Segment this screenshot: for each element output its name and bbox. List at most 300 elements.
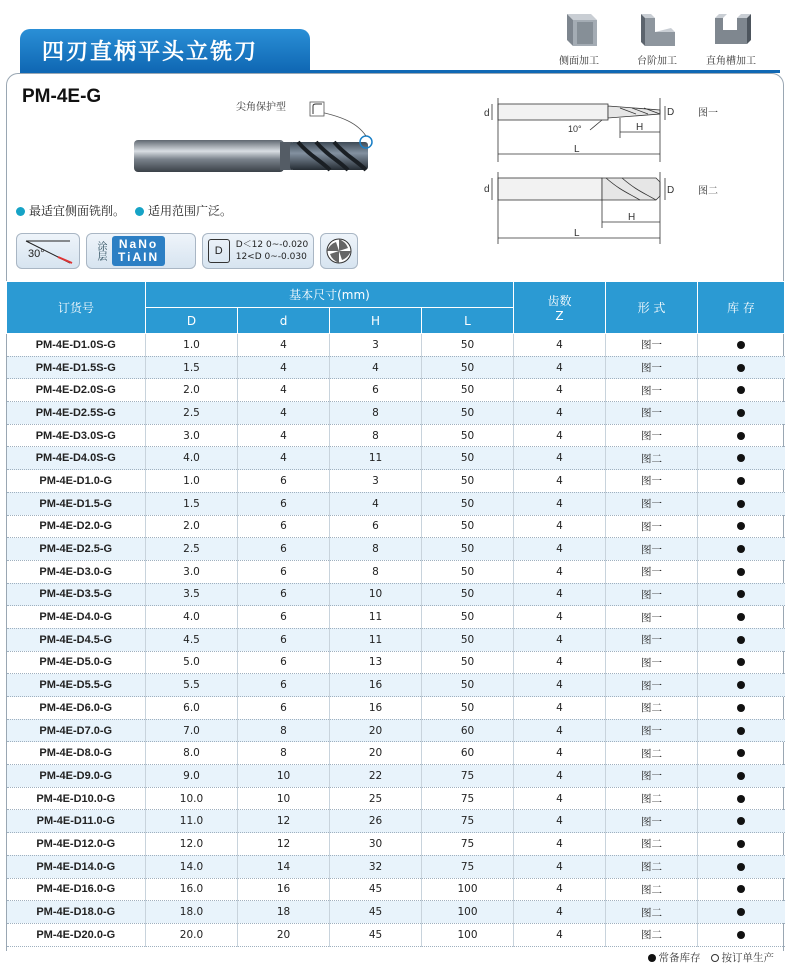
table-cell: 100 — [422, 923, 514, 946]
header-d: d — [238, 308, 330, 334]
table-cell: 图一 — [606, 356, 698, 379]
table-cell: 10.0 — [146, 787, 238, 810]
table-cell: 4.0 — [146, 606, 238, 629]
svg-text:H: H — [628, 212, 636, 223]
stock-dot-icon — [737, 931, 745, 939]
table-row — [7, 515, 785, 538]
table-cell: 50 — [422, 674, 514, 697]
table-cell: 11 — [330, 447, 422, 470]
svg-text:D: D — [667, 185, 675, 196]
svg-text:d: d — [484, 108, 490, 119]
table-cell: 4.0 — [146, 447, 238, 470]
stock-cell — [698, 878, 785, 901]
process-step-label: 台阶加工 — [637, 56, 677, 67]
diameter-icon: D — [208, 239, 230, 263]
table-cell: 2.0 — [146, 379, 238, 402]
svg-text:H: H — [636, 122, 644, 133]
feature-list — [16, 202, 232, 219]
table-cell: 50 — [422, 651, 514, 674]
table-cell: 100 — [422, 901, 514, 924]
table-cell: 26 — [330, 810, 422, 833]
stock-dot-icon — [737, 364, 745, 372]
tip-protection-label: 尖角保护型 — [236, 102, 286, 113]
table-cell: 4 — [238, 402, 330, 425]
filled-dot-icon — [648, 954, 656, 962]
table-cell: 50 — [422, 538, 514, 561]
table-cell: 20 — [330, 719, 422, 742]
stock-dot-icon — [737, 658, 745, 666]
stock-cell — [698, 402, 785, 425]
table-cell: 10 — [330, 583, 422, 606]
table-cell: 6 — [238, 583, 330, 606]
svg-text:L: L — [574, 144, 580, 155]
table-cell: 图一 — [606, 402, 698, 425]
stock-dot-icon — [737, 885, 745, 893]
table-cell: 1.0 — [146, 334, 238, 357]
stock-dot-icon — [737, 772, 745, 780]
table-cell: 图一 — [606, 424, 698, 447]
stock-cell — [698, 424, 785, 447]
table-cell: 50 — [422, 470, 514, 493]
table-cell: 8 — [238, 742, 330, 765]
header-teeth: 齿数 Z — [514, 282, 606, 334]
stock-cell — [698, 492, 785, 515]
table-cell: 50 — [422, 447, 514, 470]
order-code-cell: PM-4E-D16.0-G — [7, 878, 146, 901]
stock-cell — [698, 651, 785, 674]
table-cell: 4 — [514, 810, 606, 833]
table-cell: 6.0 — [146, 697, 238, 720]
table-cell: 12 — [238, 833, 330, 856]
order-code-cell: PM-4E-D4.5-G — [7, 628, 146, 651]
table-cell: 11.0 — [146, 810, 238, 833]
helix-angle-badge — [16, 233, 80, 269]
table-row — [7, 470, 785, 493]
table-cell: 8.0 — [146, 742, 238, 765]
feature-item: 最适宜侧面铣削。 — [16, 202, 125, 219]
table-cell: 6 — [238, 560, 330, 583]
stock-dot-icon — [737, 545, 745, 553]
stock-dot-icon — [737, 908, 745, 916]
svg-text:30°: 30° — [28, 248, 45, 260]
header-stock: 库 存 — [698, 282, 785, 334]
stock-dot-icon — [737, 409, 745, 417]
table-cell: 图二 — [606, 697, 698, 720]
spec-badges — [16, 233, 358, 269]
table-row — [7, 492, 785, 515]
table-cell: 75 — [422, 855, 514, 878]
order-code-cell: PM-4E-D10.0-G — [7, 787, 146, 810]
table-cell: 图一 — [606, 560, 698, 583]
four-flute-icon — [324, 236, 354, 266]
table-cell: 6 — [330, 515, 422, 538]
feature-item: 适用范围广泛。 — [135, 202, 232, 219]
table-cell: 图一 — [606, 810, 698, 833]
order-code-cell: PM-4E-D5.0-G — [7, 651, 146, 674]
order-code-cell: PM-4E-D3.0-G — [7, 560, 146, 583]
table-cell: 22 — [330, 765, 422, 788]
process-slot — [696, 10, 766, 67]
table-row — [7, 878, 785, 901]
stock-cell — [698, 697, 785, 720]
table-cell: 4 — [514, 765, 606, 788]
table-cell: 4 — [514, 901, 606, 924]
helix-angle-icon — [18, 235, 78, 267]
order-code-cell: PM-4E-D9.0-G — [7, 765, 146, 788]
tolerance-badge — [202, 233, 314, 269]
stock-cell — [698, 538, 785, 561]
table-row — [7, 583, 785, 606]
table-cell: 2.0 — [146, 515, 238, 538]
table-cell: 6 — [238, 538, 330, 561]
table-cell: 6 — [238, 697, 330, 720]
table-cell: 50 — [422, 492, 514, 515]
table-row — [7, 560, 785, 583]
table-cell: 25 — [330, 787, 422, 810]
table-cell: 4 — [330, 356, 422, 379]
table-cell: 6 — [238, 674, 330, 697]
table-cell: 11 — [330, 628, 422, 651]
order-code-cell: PM-4E-D1.5-G — [7, 492, 146, 515]
table-cell: 50 — [422, 697, 514, 720]
table-cell: 18.0 — [146, 901, 238, 924]
table-row — [7, 901, 785, 924]
table-cell: 图一 — [606, 379, 698, 402]
order-code-cell: PM-4E-D8.0-G — [7, 742, 146, 765]
table-row — [7, 923, 785, 946]
table-cell: 3 — [330, 470, 422, 493]
order-code-cell: PM-4E-D18.0-G — [7, 901, 146, 924]
table-cell: 6 — [238, 470, 330, 493]
table-row — [7, 855, 785, 878]
table-cell: 8 — [330, 560, 422, 583]
table-row — [7, 697, 785, 720]
order-code-cell: PM-4E-D1.0-G — [7, 470, 146, 493]
svg-text:10°: 10° — [568, 124, 582, 134]
table-row — [7, 719, 785, 742]
table-row — [7, 810, 785, 833]
table-cell: 50 — [422, 356, 514, 379]
order-code-cell: PM-4E-D5.5-G — [7, 674, 146, 697]
table-cell: 图一 — [606, 674, 698, 697]
table-row — [7, 628, 785, 651]
table-cell: 50 — [422, 560, 514, 583]
stock-dot-icon — [737, 500, 745, 508]
table-row — [7, 334, 785, 357]
coating-name: NaNo TiAIN — [112, 236, 165, 266]
table-cell: 16 — [330, 697, 422, 720]
svg-text:D: D — [667, 107, 675, 118]
table-row — [7, 538, 785, 561]
table-cell: 75 — [422, 787, 514, 810]
table-cell: 4 — [514, 538, 606, 561]
table-cell: 4 — [514, 447, 606, 470]
table-cell: 3.0 — [146, 560, 238, 583]
header-form: 形 式 — [606, 282, 698, 334]
tolerance-table: D＜12 0~-0.020 12<D 0~-0.030 — [235, 240, 309, 262]
stock-dot-icon — [737, 840, 745, 848]
order-code-cell: PM-4E-D4.0-G — [7, 606, 146, 629]
spec-table — [6, 281, 785, 947]
dimension-diagram — [470, 82, 730, 257]
table-row — [7, 742, 785, 765]
table-cell: 4 — [514, 787, 606, 810]
table-cell: 6 — [238, 492, 330, 515]
order-code-cell: PM-4E-D2.0-G — [7, 515, 146, 538]
table-cell: 4 — [514, 697, 606, 720]
table-cell: 4 — [514, 470, 606, 493]
stock-dot-icon — [737, 432, 745, 440]
order-code-cell: PM-4E-D2.5-G — [7, 538, 146, 561]
table-cell: 4 — [514, 356, 606, 379]
table-cell: 6 — [330, 379, 422, 402]
stock-dot-icon — [737, 863, 745, 871]
header-basic-dimensions: 基本尺寸(mm) — [146, 282, 514, 308]
table-cell: 100 — [422, 878, 514, 901]
coating-label: 涂层 — [95, 241, 106, 261]
table-cell: 50 — [422, 402, 514, 425]
stock-cell — [698, 583, 785, 606]
table-cell: 图一 — [606, 719, 698, 742]
side-milling-icon — [557, 10, 601, 48]
table-cell: 10 — [238, 787, 330, 810]
table-cell: 50 — [422, 379, 514, 402]
table-cell: 4 — [238, 379, 330, 402]
stock-cell — [698, 447, 785, 470]
table-row — [7, 674, 785, 697]
order-code-cell: PM-4E-D4.0S-G — [7, 447, 146, 470]
table-cell: 4 — [238, 447, 330, 470]
table-cell: 图二 — [606, 923, 698, 946]
table-row — [7, 787, 785, 810]
process-side — [544, 10, 614, 67]
table-cell: 2.5 — [146, 402, 238, 425]
table-cell: 图二 — [606, 878, 698, 901]
table-cell: 1.5 — [146, 356, 238, 379]
hollow-dot-icon — [711, 954, 719, 962]
stock-cell — [698, 765, 785, 788]
stock-cell — [698, 470, 785, 493]
order-code-cell: PM-4E-D12.0-G — [7, 833, 146, 856]
table-cell: 9.0 — [146, 765, 238, 788]
svg-text:图一: 图一 — [698, 108, 718, 119]
table-cell: 50 — [422, 628, 514, 651]
table-cell: 4.5 — [146, 628, 238, 651]
table-cell: 8 — [330, 402, 422, 425]
table-cell: 50 — [422, 424, 514, 447]
table-cell: 4 — [514, 606, 606, 629]
table-cell: 6 — [238, 628, 330, 651]
table-cell: 3.5 — [146, 583, 238, 606]
table-cell: 图一 — [606, 628, 698, 651]
table-cell: 8 — [330, 424, 422, 447]
order-code-cell: PM-4E-D2.0S-G — [7, 379, 146, 402]
table-cell: 75 — [422, 765, 514, 788]
stock-cell — [698, 379, 785, 402]
stock-dot-icon — [737, 454, 745, 462]
table-cell: 4 — [514, 334, 606, 357]
bullet-icon — [135, 207, 144, 216]
table-row — [7, 447, 785, 470]
svg-text:d: d — [484, 184, 490, 195]
stock-dot-icon — [737, 341, 745, 349]
table-cell: 32 — [330, 855, 422, 878]
table-cell: 60 — [422, 742, 514, 765]
order-code-cell: PM-4E-D6.0-G — [7, 697, 146, 720]
table-cell: 8 — [238, 719, 330, 742]
table-cell: 3.0 — [146, 424, 238, 447]
header-L: L — [422, 308, 514, 334]
table-cell: 图二 — [606, 855, 698, 878]
stock-cell — [698, 606, 785, 629]
order-code-cell: PM-4E-D1.0S-G — [7, 334, 146, 357]
svg-text:图二: 图二 — [698, 186, 718, 197]
stock-cell — [698, 628, 785, 651]
order-code-cell: PM-4E-D3.5-G — [7, 583, 146, 606]
table-cell: 图一 — [606, 583, 698, 606]
table-cell: 5.5 — [146, 674, 238, 697]
header-code: 订货号 — [7, 282, 146, 334]
table-cell: 4 — [514, 855, 606, 878]
table-cell: 7.0 — [146, 719, 238, 742]
table-cell: 图一 — [606, 651, 698, 674]
table-cell: 13 — [330, 651, 422, 674]
order-code-cell: PM-4E-D2.5S-G — [7, 402, 146, 425]
stock-cell — [698, 356, 785, 379]
stock-dot-icon — [737, 795, 745, 803]
stock-dot-icon — [737, 749, 745, 757]
table-cell: 16 — [238, 878, 330, 901]
table-cell: 4 — [514, 492, 606, 515]
stock-cell — [698, 742, 785, 765]
table-cell: 75 — [422, 810, 514, 833]
table-cell: 图一 — [606, 515, 698, 538]
process-step — [622, 10, 692, 67]
legend-stocked: 常备库存 — [648, 950, 701, 964]
stock-legend — [648, 950, 775, 964]
table-cell: 4 — [514, 833, 606, 856]
table-cell: 5.0 — [146, 651, 238, 674]
stock-cell — [698, 515, 785, 538]
table-cell: 6 — [238, 606, 330, 629]
table-cell: 图一 — [606, 492, 698, 515]
table-cell: 12.0 — [146, 833, 238, 856]
svg-text:L: L — [574, 228, 580, 239]
table-cell: 图一 — [606, 470, 698, 493]
table-cell: 45 — [330, 901, 422, 924]
table-row — [7, 765, 785, 788]
table-cell: 45 — [330, 923, 422, 946]
order-code-cell: PM-4E-D11.0-G — [7, 810, 146, 833]
table-cell: 图一 — [606, 765, 698, 788]
page-title: 四刃直柄平头立铣刀 — [20, 29, 310, 71]
table-cell: 4 — [514, 515, 606, 538]
stock-cell — [698, 855, 785, 878]
table-cell: 4 — [238, 424, 330, 447]
stock-dot-icon — [737, 590, 745, 598]
table-cell: 图二 — [606, 447, 698, 470]
stock-cell — [698, 833, 785, 856]
table-cell: 8 — [330, 538, 422, 561]
table-cell: 图二 — [606, 787, 698, 810]
stock-cell — [698, 810, 785, 833]
four-flute-badge — [320, 233, 358, 269]
table-cell: 4 — [514, 379, 606, 402]
end-mill-photo — [130, 100, 380, 180]
order-code-cell: PM-4E-D1.5S-G — [7, 356, 146, 379]
table-row — [7, 424, 785, 447]
header-H: H — [330, 308, 422, 334]
table-cell: 1.0 — [146, 470, 238, 493]
table-cell: 20 — [330, 742, 422, 765]
table-cell: 4 — [514, 742, 606, 765]
order-code-cell: PM-4E-D20.0-G — [7, 923, 146, 946]
slot-milling-icon — [709, 10, 753, 48]
table-cell: 4 — [330, 492, 422, 515]
order-code-cell: PM-4E-D3.0S-G — [7, 424, 146, 447]
table-cell: 4 — [514, 878, 606, 901]
stock-dot-icon — [737, 817, 745, 825]
spec-table-body — [7, 334, 785, 947]
table-cell: 图二 — [606, 833, 698, 856]
coating-badge — [86, 233, 196, 269]
header-D: D — [146, 308, 238, 334]
table-cell: 50 — [422, 583, 514, 606]
stock-dot-icon — [737, 636, 745, 644]
table-row — [7, 402, 785, 425]
stock-cell — [698, 719, 785, 742]
table-cell: 45 — [330, 878, 422, 901]
table-cell: 18 — [238, 901, 330, 924]
stock-cell — [698, 674, 785, 697]
table-cell: 4 — [514, 923, 606, 946]
stock-cell — [698, 901, 785, 924]
table-cell: 4 — [514, 719, 606, 742]
table-cell: 50 — [422, 606, 514, 629]
stock-dot-icon — [737, 681, 745, 689]
table-cell: 4 — [514, 628, 606, 651]
stock-cell — [698, 923, 785, 946]
table-cell: 4 — [514, 402, 606, 425]
table-row — [7, 651, 785, 674]
table-cell: 4 — [514, 560, 606, 583]
table-cell: 75 — [422, 833, 514, 856]
table-row — [7, 379, 785, 402]
model-name: PM-4E-G — [22, 86, 102, 107]
table-cell: 4 — [238, 334, 330, 357]
table-cell: 图二 — [606, 901, 698, 924]
table-cell: 50 — [422, 334, 514, 357]
table-cell: 6 — [238, 515, 330, 538]
process-slot-label: 直角槽加工 — [706, 56, 756, 67]
table-cell: 6 — [238, 651, 330, 674]
table-cell: 10 — [238, 765, 330, 788]
table-cell: 60 — [422, 719, 514, 742]
table-cell: 4 — [514, 674, 606, 697]
table-cell: 14.0 — [146, 855, 238, 878]
stock-dot-icon — [737, 477, 745, 485]
stock-cell — [698, 787, 785, 810]
bullet-icon — [16, 207, 25, 216]
table-cell: 4 — [514, 651, 606, 674]
table-cell: 图二 — [606, 742, 698, 765]
table-cell: 图一 — [606, 334, 698, 357]
stock-dot-icon — [737, 386, 745, 394]
stock-cell — [698, 334, 785, 357]
table-cell: 1.5 — [146, 492, 238, 515]
table-cell: 图一 — [606, 606, 698, 629]
legend-order: 按订单生产 — [711, 950, 775, 964]
